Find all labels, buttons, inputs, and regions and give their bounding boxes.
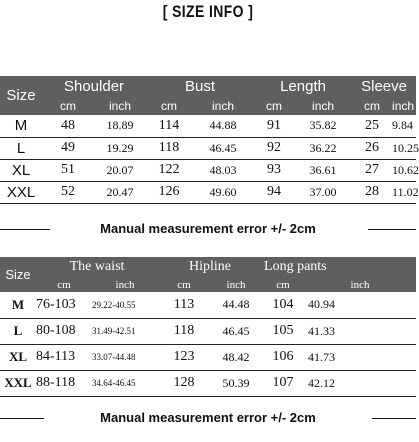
value-cell: 122 — [146, 159, 192, 181]
header-waist: The waist — [69, 259, 125, 274]
value-cell: 42.12 — [304, 370, 416, 396]
header-bust: Bust — [185, 78, 216, 95]
value-cell: 106 — [262, 344, 304, 370]
value-cell: 41.73 — [304, 344, 416, 370]
measurement-note: Manual measurement error +/- 2cm — [100, 221, 316, 236]
size-label: M — [0, 115, 42, 137]
table-row — [0, 115, 416, 137]
value-cell: 126 — [146, 181, 192, 203]
value-cell: 92 — [254, 137, 294, 159]
unit-cell: cm — [57, 278, 71, 291]
size-label: L — [0, 318, 36, 344]
unit-cell: inch — [115, 278, 135, 291]
value-cell: 84-113 — [36, 344, 92, 370]
value-cell: 46.45 — [210, 318, 262, 344]
value-cell: 49 — [42, 137, 94, 159]
unit-cell: cm — [364, 99, 381, 113]
value-cell: 88-118 — [36, 370, 92, 396]
value-cell: 36.22 — [294, 137, 352, 159]
value-cell: 44.48 — [210, 292, 262, 318]
value-cell: 52 — [42, 181, 94, 203]
value-cell: 49.60 — [192, 181, 254, 203]
unit-cell: cm — [266, 99, 283, 113]
size-label: M — [0, 292, 36, 318]
value-cell: 29.22-40.55 — [92, 292, 158, 318]
value-cell: 48.03 — [192, 159, 254, 181]
value-cell: 51 — [42, 159, 94, 181]
table-row — [0, 370, 416, 396]
value-cell: 28 — [352, 181, 392, 203]
value-cell: 10.25 — [392, 137, 416, 159]
size-label: XXL — [0, 181, 42, 203]
header-sleeve: Sleeve — [361, 78, 407, 95]
value-cell: 76-103 — [36, 292, 92, 318]
value-cell: 113 — [158, 292, 210, 318]
value-cell: 128 — [158, 370, 210, 396]
value-cell: 33.07-44.48 — [92, 344, 158, 370]
value-cell: 50.39 — [210, 370, 262, 396]
value-cell: 11.02 — [392, 181, 416, 203]
unit-cell: cm — [276, 278, 290, 291]
value-cell: 9.84 — [392, 115, 416, 137]
unit-cell: inch — [312, 99, 335, 113]
value-cell: 118 — [158, 318, 210, 344]
size-header: Size — [6, 87, 36, 104]
value-cell: 20.47 — [94, 181, 146, 203]
size-info-title: [ SIZE INFO ] — [162, 2, 254, 21]
unit-cell: inch — [109, 99, 132, 113]
value-cell: 107 — [262, 370, 304, 396]
value-cell: 118 — [146, 137, 192, 159]
header-shoulder: Shoulder — [63, 78, 125, 95]
value-cell: 80-108 — [36, 318, 92, 344]
size-header: Size — [5, 267, 31, 282]
unit-cell: cm — [177, 278, 191, 291]
value-cell: 10.62 — [392, 159, 416, 181]
unit-cell: inch — [212, 99, 235, 113]
size-label: L — [0, 137, 42, 159]
unit-cell: inch — [350, 278, 370, 291]
value-cell: 37.00 — [294, 181, 352, 203]
value-cell: 94 — [254, 181, 294, 203]
value-cell: 46.45 — [192, 137, 254, 159]
value-cell: 93 — [254, 159, 294, 181]
table-row — [0, 292, 416, 318]
value-cell: 123 — [158, 344, 210, 370]
measurement-note: Manual measurement error +/- 2cm — [100, 410, 316, 425]
value-cell: 44.88 — [192, 115, 254, 137]
value-cell: 114 — [146, 115, 192, 137]
value-cell: 48.42 — [210, 344, 262, 370]
value-cell: 91 — [254, 115, 294, 137]
table-row — [0, 344, 416, 370]
size-table-bottom — [0, 257, 416, 397]
value-cell: 18.89 — [94, 115, 146, 137]
value-cell: 105 — [262, 318, 304, 344]
value-cell: 27 — [352, 159, 392, 181]
size-label: XL — [0, 159, 42, 181]
header-long-pants: Long pants — [264, 259, 327, 274]
value-cell: 34.64-46.45 — [92, 370, 158, 396]
value-cell: 31.49-42.51 — [92, 318, 158, 344]
value-cell: 36.61 — [294, 159, 352, 181]
unit-cell: cm — [161, 99, 178, 113]
unit-cell: inch — [226, 278, 246, 291]
value-cell: 40.94 — [304, 292, 416, 318]
table-row — [0, 159, 416, 181]
table-row — [0, 181, 416, 203]
header-length: Length — [280, 78, 326, 95]
value-cell: 19.29 — [94, 137, 146, 159]
value-cell: 104 — [262, 292, 304, 318]
unit-cell: cm — [60, 99, 76, 113]
size-label: XXL — [0, 370, 36, 396]
table-row — [0, 318, 416, 344]
size-table-top — [0, 76, 419, 204]
value-cell: 20.07 — [94, 159, 146, 181]
size-label: XL — [0, 344, 36, 370]
value-cell: 48 — [42, 115, 94, 137]
value-cell: 35.82 — [294, 115, 352, 137]
unit-cell: inch — [392, 99, 415, 113]
value-cell: 25 — [352, 115, 392, 137]
value-cell: 41.33 — [304, 318, 416, 344]
table-row — [0, 137, 416, 159]
header-hipline: Hipline — [189, 259, 232, 274]
value-cell: 26 — [352, 137, 392, 159]
